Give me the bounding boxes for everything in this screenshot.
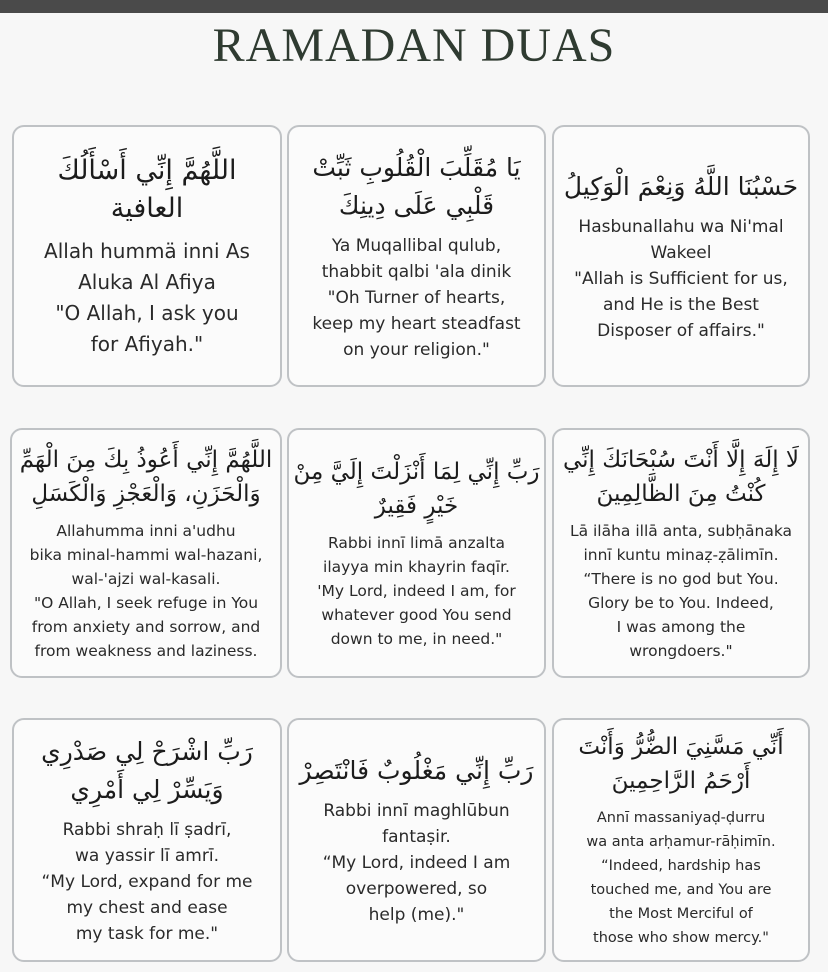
page-title: RAMADAN DUAS bbox=[212, 19, 616, 72]
dua-meaning: "O Allah, I ask you for Afiyah." bbox=[55, 301, 239, 356]
top-bar bbox=[0, 0, 828, 13]
dua-arabic: لَا إِلَهَ إِلَّا أَنْتَ سُبْحَانَكَ إِنِّي كُنْتُ مِنَ الظَّالِمِينَ bbox=[562, 447, 800, 507]
dua-arabic: رَبِّ اشْرَحْ لِي صَدْرِي وَيَسِّرْ لِي أَمْرِي bbox=[41, 737, 253, 804]
dua-transliteration: Rabbi shraḥ lī ṣadrī, wa yassir lī amrī. bbox=[62, 820, 232, 866]
dua-transliteration: Hasbunallahu wa Ni'mal Wakeel bbox=[578, 217, 784, 263]
dua-meaning: "O Allah, I seek refuge in You from anxiety and sorrow, and from weakness and laziness. bbox=[31, 594, 261, 660]
dua-arabic: رَبِّ إِنِّي مَغْلُوبٌ فَانْتَصِرْ bbox=[299, 756, 534, 785]
dua-arabic: حَسْبُنَا اللَّهُ وَنِعْمَ الْوَكِيلُ bbox=[563, 172, 799, 201]
dua-meaning: “My Lord, indeed I am overpowered, so help (me)." bbox=[322, 853, 511, 925]
dua-transliteration: Annī massaniyaḍ-ḍurru wa anta arḥamur-rāḥimīn. bbox=[586, 810, 776, 850]
dua-meaning: "Allah is Sufficient for us, and He is the Best Disposer of affairs." bbox=[574, 269, 788, 341]
dua-transliteration: Lā ilāha illā anta, subḥānaka innī kuntu minaẓ-ẓālimīn. bbox=[569, 522, 793, 564]
dua-arabic: اللَّهُمَّ إِنِّي أَسْأَلُكَ العافية bbox=[57, 155, 237, 224]
dua-card-wrongdoers bbox=[552, 428, 810, 678]
dua-card-turner-of-hearts bbox=[287, 125, 546, 387]
dua-arabic: رَبِّ إِنِّي لِمَا أَنْزَلْتَ إِلَيَّ مِنْ خَيْرٍ فَقِيرٌ bbox=[293, 459, 540, 519]
dua-card-hasbunallah bbox=[552, 125, 810, 387]
dua-transliteration: Allahumma inni a'udhu bika minal-hammi wal-hazani, wal-'ajzi wal-kasali. bbox=[29, 522, 263, 588]
dua-card-anxiety-sorrow bbox=[10, 428, 282, 678]
dua-meaning: “My Lord, expand for me my chest and ease my task for me." bbox=[41, 872, 253, 944]
dua-arabic: اللَّهُمَّ إِنِّي أَعُوذُ بِكَ مِنَ الْهَمِّ وَالْحَزَنِ، وَالْعَجْزِ وَالْكَسَلِ bbox=[19, 447, 273, 507]
dua-card-hardship bbox=[552, 718, 810, 962]
dua-transliteration: Rabbi innī maghlūbun fantaṣir. bbox=[323, 801, 510, 847]
dua-card-afiyah bbox=[12, 125, 282, 387]
dua-card-overpowered bbox=[287, 718, 546, 962]
dua-card-in-need bbox=[287, 428, 546, 678]
dua-transliteration: Allah hummä inni As Aluka Al Afiya bbox=[44, 239, 250, 294]
dua-meaning: “There is no god but You. Glory be to You. Indeed, I was among the wrongdoers." bbox=[583, 570, 779, 660]
dua-arabic: أَنِّي مَسَّنِيَ الضُّرُّ وَأَنْتَ أَرْحَمُ الرَّاحِمِينَ bbox=[578, 734, 784, 794]
dua-transliteration: Rabbi innī limā anzalta ilayya min khayrin faqīr. bbox=[323, 534, 510, 576]
dua-transliteration: Ya Muqallibal qulub, thabbit qalbi 'ala dinik bbox=[321, 236, 512, 282]
dua-meaning: “Indeed, hardship has touched me, and You are the Most Merciful of those who show mercy." bbox=[590, 858, 772, 946]
dua-meaning: "Oh Turner of hearts, keep my heart steadfast on your religion." bbox=[312, 288, 521, 360]
dua-arabic: يَا مُقَلِّبَ الْقُلُوبِ ثَبِّتْ قَلْبِي عَلَى دِينِكَ bbox=[312, 153, 521, 220]
dua-card-expand-chest bbox=[12, 718, 282, 962]
dua-meaning: 'My Lord, indeed I am, for whatever good You send down to me, in need." bbox=[317, 582, 516, 648]
